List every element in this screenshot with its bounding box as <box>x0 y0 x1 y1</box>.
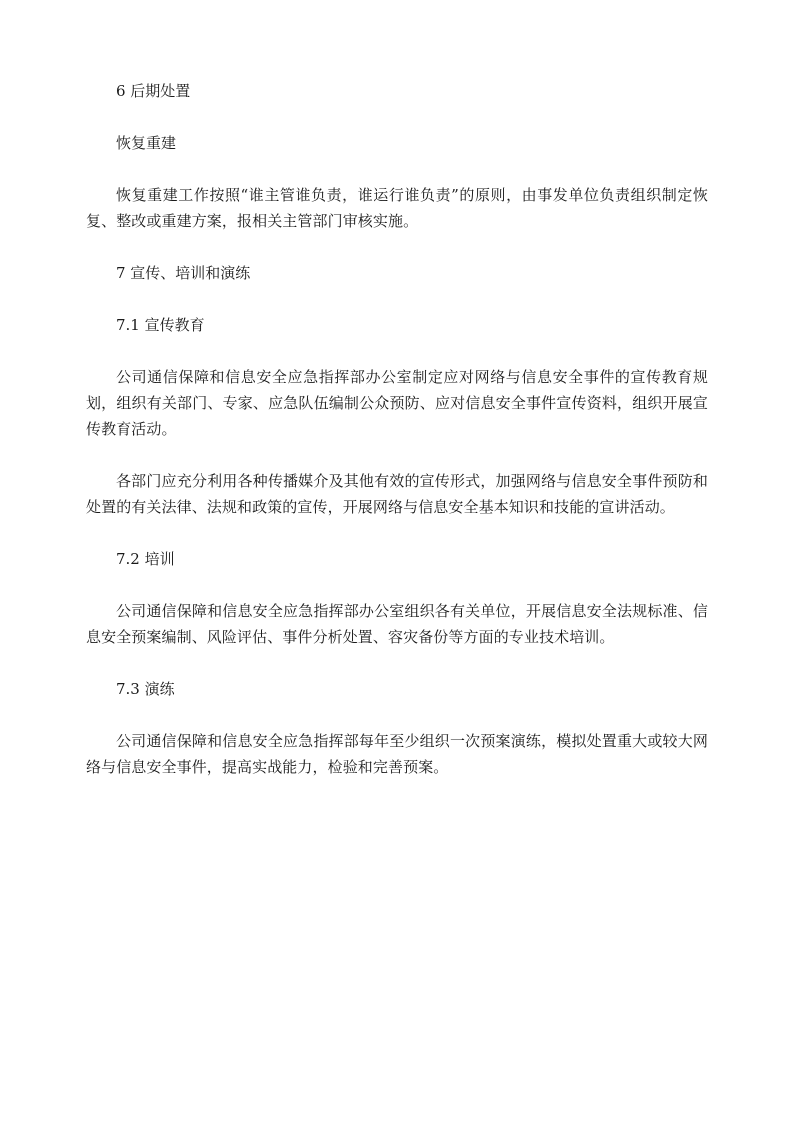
section-7-1-heading: 7.1 宣传教育 <box>116 316 205 334</box>
section-7-heading: 7 宣传、培训和演练 <box>116 264 251 282</box>
section-7-2-heading: 7.2 培训 <box>116 550 175 568</box>
section-6-heading: 6 后期处置 <box>116 82 191 100</box>
section-7-3-heading: 7.3 演练 <box>116 680 175 698</box>
document-page <box>86 78 708 806</box>
section-7-2-paragraph: 公司通信保障和信息安全应急指挥部办公室组织各有关单位，开展信息安全法规标准、信息安全预案编制、风险评估、事件分析处置、容灾备份等方面的专业技术培训。 <box>86 602 708 646</box>
recovery-subheading: 恢复重建 <box>116 134 177 152</box>
section-7-3-paragraph: 公司通信保障和信息安全应急指挥部每年至少组织一次预案演练，模拟处置重大或较大网络与信息安全事件，提高实战能力，检验和完善预案。 <box>86 732 708 776</box>
section-7-1-paragraph-2: 各部门应充分利用各种传播媒介及其他有效的宣传形式，加强网络与信息安全事件预防和处置的有关法律、法规和政策的宣传，开展网络与信息安全基本知识和技能的宣讲活动。 <box>86 472 708 516</box>
recovery-paragraph: 恢复重建工作按照“谁主管谁负责，谁运行谁负责”的原则，由事发单位负责组织制定恢复、整改或重建方案，报相关主管部门审核实施。 <box>86 186 708 230</box>
section-7-1-paragraph-1: 公司通信保障和信息安全应急指挥部办公室制定应对网络与信息安全事件的宣传教育规划，组织有关部门、专家、应急队伍编制公众预防、应对信息安全事件宣传资料，组织开展宣传教育活动。 <box>86 368 708 438</box>
